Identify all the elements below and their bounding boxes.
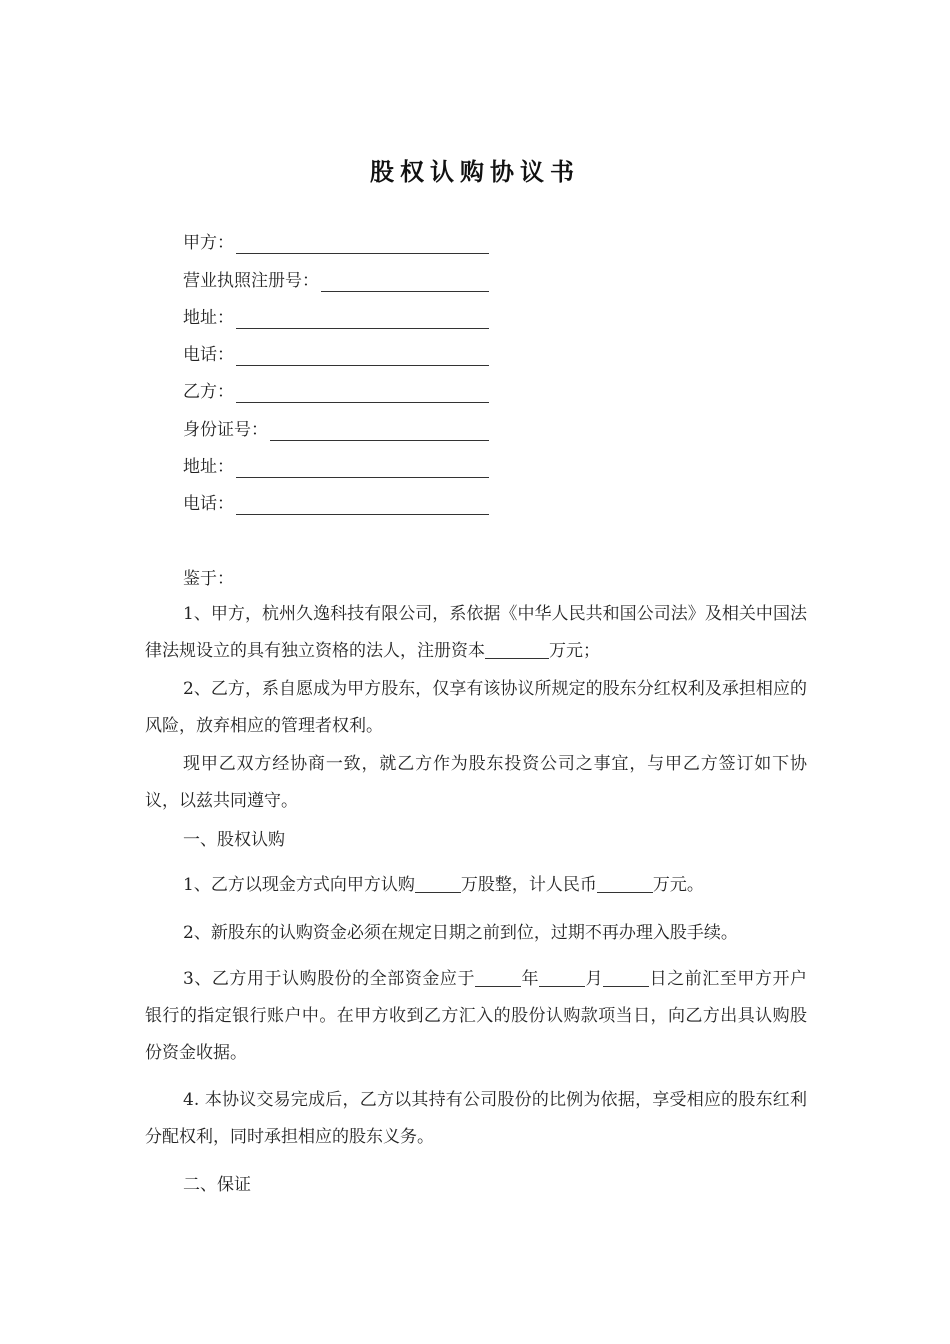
party-a-phone-field: [183, 340, 489, 366]
id-number-label: 身份证号：: [183, 420, 268, 440]
recital-1-unit: 万元；: [549, 641, 600, 661]
party-a-label: 甲方：: [183, 233, 234, 253]
clause-1: [145, 867, 807, 904]
party-b-address-blank[interactable]: [236, 457, 489, 478]
party-b-phone-label: 电话：: [183, 494, 234, 514]
clause-3-year: 年: [520, 969, 540, 989]
party-a-blank[interactable]: [236, 233, 489, 254]
id-number-blank[interactable]: [270, 420, 489, 441]
amount-blank[interactable]: [597, 874, 653, 893]
shares-blank[interactable]: [415, 874, 461, 893]
clause-2: 2、新股东的认购资金必须在规定日期之前到位，过期不再办理入股手续。: [183, 923, 738, 943]
clause-3-month: 月: [585, 969, 604, 989]
preamble: 现甲乙双方经协商一致，就乙方作为股东投资公司之事宜，与甲乙方签订如下协议，以兹共同遵守。: [145, 754, 807, 811]
party-a-phone-label: 电话：: [183, 345, 234, 365]
clause-3-text: 3、乙方用于认购股份的全部资金应于: [183, 969, 475, 989]
clause-3-rest: 日之前汇至甲方开户银行的指定银行账户中。在甲方收到乙方汇入的股份认购款项当日，向乙方出具认购股份资金收据。: [145, 969, 807, 1063]
clause-1-text: 1、乙方以现金方式向甲方认购: [183, 875, 415, 895]
party-a-phone-blank[interactable]: [236, 345, 489, 366]
party-a-address-field: [183, 303, 489, 329]
document-title: 股权认购协议书: [370, 158, 580, 186]
recital-1-text: 1、甲方，杭州久逸科技有限公司，系依据《中华人民共和国公司法》及相关中国法律法规设立的具有独立资格的法人，注册资本: [145, 604, 807, 661]
recital-2: 2、乙方，系自愿成为甲方股东，仅享有该协议所规定的股东分红权利及承担相应的风险，放弃相应的管理者权利。: [145, 679, 807, 736]
id-number-field: [183, 415, 489, 441]
whereas-heading: 鉴于：: [183, 569, 234, 589]
party-a-address-label: 地址：: [183, 308, 234, 328]
year-blank[interactable]: [475, 968, 521, 987]
party-a-field: [183, 228, 489, 254]
section-2-title: 二、保证: [183, 1175, 251, 1195]
month-blank[interactable]: [539, 968, 585, 987]
clause-4: 4. 本协议交易完成后，乙方以其持有公司股份的比例为依据，享受相应的股东红利分配权利，同时承担相应的股东义务。: [145, 1090, 807, 1147]
party-b-field: [183, 377, 489, 403]
party-b-label: 乙方：: [183, 382, 234, 402]
day-blank[interactable]: [603, 968, 649, 987]
clause-1-unit: 万元。: [652, 875, 704, 895]
business-license-blank[interactable]: [321, 271, 489, 292]
party-b-address-field: [183, 452, 489, 478]
business-license-label: 营业执照注册号：: [183, 271, 319, 291]
recital-1: [145, 596, 807, 670]
business-license-field: [183, 266, 489, 292]
clause-3: [145, 961, 807, 1072]
registered-capital-blank[interactable]: [485, 640, 549, 659]
party-b-address-label: 地址：: [183, 457, 234, 477]
party-b-phone-blank[interactable]: [236, 494, 489, 515]
clause-1-mid: 万股整，计人民币: [460, 875, 597, 895]
section-1-title: 一、股权认购: [183, 830, 285, 850]
party-a-address-blank[interactable]: [236, 308, 489, 329]
party-b-blank[interactable]: [236, 382, 489, 403]
party-b-phone-field: [183, 489, 489, 515]
